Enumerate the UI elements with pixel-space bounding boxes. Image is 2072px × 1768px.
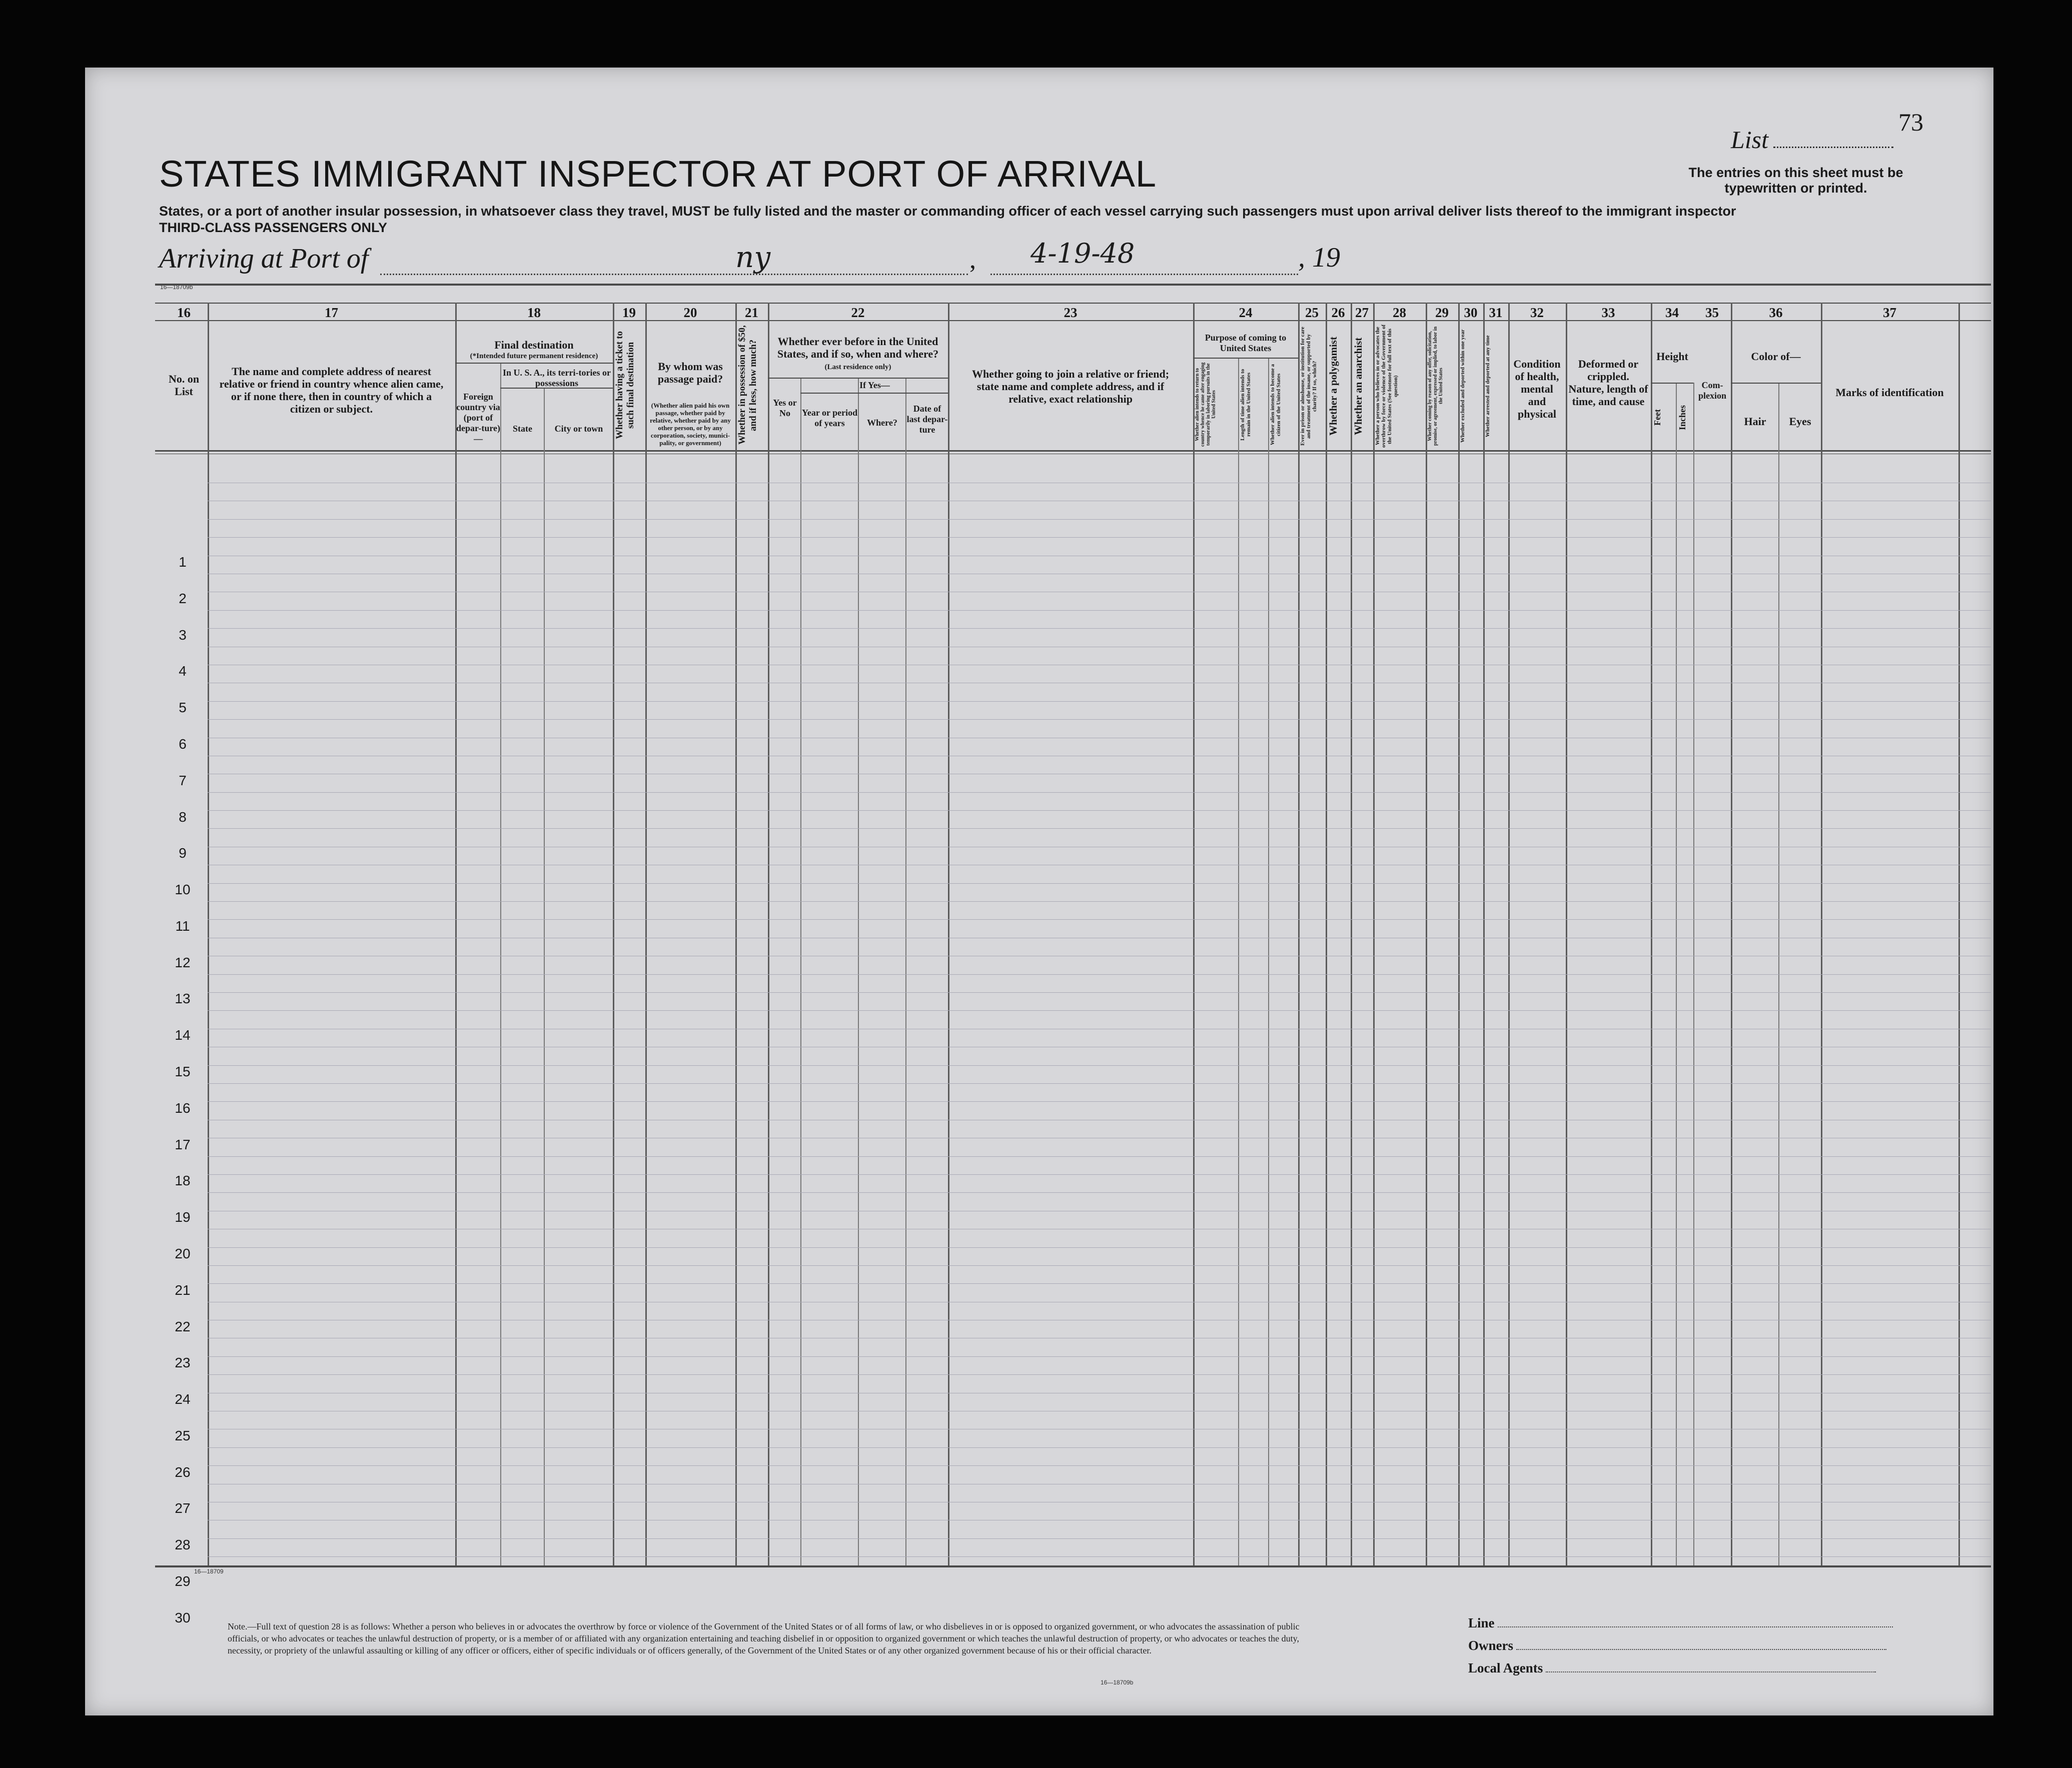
- row-number: 10: [175, 882, 191, 898]
- row-number: 25: [175, 1427, 191, 1443]
- row-rule: [208, 1156, 1991, 1157]
- col-num-21: 21: [745, 305, 758, 320]
- header-foreign-country: Foreign country via (port of depar-ture)—: [456, 392, 500, 444]
- header-offer-labor: Whether coming by reason of any offer, solicitation, promise, or agreement, expressed or implied, to labor in the United States: [1427, 326, 1444, 446]
- row-rule: [208, 519, 1991, 520]
- row-number: 14: [175, 1027, 191, 1043]
- col-num-24: 24: [1239, 305, 1253, 320]
- header-excluded: Whether excluded and deported within one year: [1460, 329, 1466, 443]
- footer-form-code: 16—18709b: [1101, 1679, 1134, 1686]
- row-rule: [208, 883, 1991, 884]
- header-join-relative: Whether going to join a relative or friend; state name and complete address, and if relative, exact relationship: [971, 368, 1170, 405]
- manifest-sheet: 73 List The entries on this sheet must be typewritten or printed. STATES IMMIGRANT INSPECTOR AT PORT OF ARRIVAL States, or a port of another insular possession, in whatsoever class they travel, MUST be fully listed and the master or commanding officer of each vessel carrying such passengers must upon arrival deliver lists thereof to the immigrant inspector THIRD-CLASS PASSENGERS ONLY Arriving at Port of ny , 4-19-48 , 19 16—18709b 16 17 18 19 20 21 22 23 24 25 26 27 28 29 30 31 32 33 34 35 36 37 No. on List The name and complete address of nearest relative or friend in country whence alien came, or if none there, then in country of which a citizen or subject. Final destination (*Intended future permanent residence) Foreign country via (port of depar-ture)— In U. S. A., its terri-tories or possessions State City or town Whether having a ticket to such final destination By whom was passage paid? (Whether alien paid his own passage, whether paid by relative, whether paid by any other person, or by any corporation, society, munici-pality, or government) Whether in possession of $50, and if less, how much? Whether ever before in the United States, and if so, when and where? (Last residence only) Yes or No If Yes— Year or period of years Where? Date of last depar-ture Whether going to join a relative or friend; state name and complete address, and if relative, exact relationship Purpose of coming to United States Whether alien intends to return to country whence he came after engaging temporarily in laboring pursuits in the United States Length of time alien intends to remain in the United States Whether alien intends to become a citizen of the United States Ever in prison or almshouse, or institution for care and treatment of the insane, or supported by charity? If so, which? Whether a polygamist Whether an anarchist Whether a person who believes in or advocates the overthrow by force or violence of the Government of the United States (See footnote for full text of this question) Whether coming by reason of any offer, solicitation, promise, or agreement, expressed or implied, to labor in the United States Whether excluded and deported within one year Whether arrested and deported at any time Condition of health, mental and physical Deformed or crippled. Nature, length of time, and cause Height Feet Inches Com-plexion Color of— Hair Eyes Marks of identification 1 2 3 4 5 6 7 8 9 10 11 12 13 14 15 16 17 18 19 20 21 22 23 24 25 26 27 28 29 30 16—18709 Note.—Full text of question 28 is as follows: Whether a person who believes in or advocates the overthrow by force or violence of the Government of the United States or of all forms of law, or who disbelieves in or is opposed to organized government, or who advocates the assassination of public officials, or who advocates or teaches the unlawful destruction of property, or is a member of or affiliated with any organization entertaining and teaching disbelief in or opposition to organized government or which teaches the unlawful destruction of property, or who advocates or teaches the duty, necessity, or propriety of the unlawful assaulting or killing of any officer or officers, either of specific individuals or of officers generally, of the Government of the United States or of any other organized government because of his or their official character. 16—18709b Line Owners Local Agents: [85, 68, 1993, 1715]
- col-num-16: 16: [177, 305, 191, 320]
- port-handwritten: ny: [735, 240, 771, 274]
- row-number: 9: [179, 845, 187, 861]
- header-health: Condition of health, mental and physical: [1513, 358, 1561, 420]
- row-number: 5: [179, 700, 187, 716]
- row-number: 22: [175, 1318, 191, 1334]
- header-height: Height: [1656, 350, 1688, 363]
- header-purpose-return: Whether alien intends to return to country whence he came after engaging temporarily in laboring pursuits in the United States: [1195, 362, 1217, 447]
- header-fifty-dollars: Whether in possession of $50, and if less, how much?: [737, 325, 758, 445]
- row-rule: [208, 1265, 1991, 1266]
- row-number: 6: [179, 736, 187, 752]
- row-rule: [208, 919, 1991, 920]
- header-ever-before: Whether ever before in the United States, and if so, when and where?: [777, 335, 939, 360]
- row-number: 15: [175, 1064, 191, 1080]
- col-num-37: 37: [1883, 305, 1896, 320]
- col-num-31: 31: [1489, 305, 1503, 320]
- line-field: Line: [1468, 1615, 1893, 1631]
- header-state: State: [513, 424, 532, 434]
- row-rule: [208, 1447, 1991, 1448]
- col-num-36: 36: [1769, 305, 1783, 320]
- col-num-20: 20: [683, 305, 697, 320]
- row-number: 28: [175, 1537, 191, 1553]
- row-number: 26: [175, 1464, 191, 1480]
- col-num-22: 22: [851, 305, 865, 320]
- row-rule: [208, 1465, 1991, 1466]
- header-nearest-relative: The name and complete address of nearest relative or friend in country whence alien came, or if none there, then in country of which a citizen or subject.: [219, 365, 444, 415]
- list-number: 73: [1898, 108, 1923, 136]
- class-line: THIRD-CLASS PASSENGERS ONLY: [159, 220, 388, 235]
- row-rule: [208, 1556, 1991, 1557]
- row-number: 17: [175, 1136, 191, 1152]
- row-number: 21: [175, 1282, 191, 1298]
- row-number: 16: [175, 1100, 191, 1116]
- header-no-on-list: No. on List: [168, 373, 200, 398]
- header-final-destination: Final destination: [494, 339, 574, 351]
- row-number: 11: [175, 918, 190, 934]
- subtitle: States, or a port of another insular possession, in whatsoever class they travel, MUST be fully listed and the master or commanding officer of each vessel carrying such passengers must upon arrival deliver lists thereof to the immigrant inspector: [159, 204, 1736, 219]
- header-complexion: Com-plexion: [1698, 380, 1726, 401]
- row-rule: [208, 1101, 1991, 1102]
- row-number: 3: [179, 627, 187, 643]
- col-num-27: 27: [1355, 305, 1369, 320]
- header-hair: Hair: [1744, 415, 1766, 428]
- header-yes-or-no: Yes or No: [773, 398, 797, 418]
- row-rule: [208, 1010, 1991, 1011]
- row-rule: [208, 610, 1991, 611]
- row-number: 19: [175, 1209, 191, 1225]
- header-final-destination-note: (*Intended future permanent residence): [470, 352, 598, 360]
- row-number: 7: [179, 772, 187, 788]
- row-number: 12: [175, 954, 191, 970]
- header-date-last-departure: Date of last depar-ture: [906, 404, 948, 435]
- date-handwritten: 4-19-48: [1030, 238, 1135, 269]
- row-rule: [208, 810, 1991, 811]
- header-city: City or town: [554, 424, 603, 434]
- row-number: 8: [179, 809, 187, 825]
- header-last-residence: (Last residence only): [824, 363, 891, 371]
- row-rule: [208, 1374, 1991, 1375]
- owners-field: Owners: [1468, 1638, 1886, 1653]
- row-number: 24: [175, 1391, 191, 1407]
- col-num-35: 35: [1705, 305, 1719, 320]
- header-deformed: Deformed or crippled. Nature, length of time, and cause: [1568, 358, 1648, 408]
- local-agents-field: Local Agents: [1468, 1660, 1876, 1676]
- header-purpose-length: Length of time alien intends to remain in the United States: [1240, 369, 1252, 441]
- header-purpose-citizen: Whether alien intends to become a citizen of the United States: [1270, 364, 1282, 446]
- col-num-28: 28: [1393, 305, 1406, 320]
- col-num-25: 25: [1305, 305, 1319, 320]
- header-polygamist: Whether a polygamist: [1327, 337, 1339, 436]
- col-num-19: 19: [622, 305, 636, 320]
- header-period-of-years: Year or period of years: [801, 408, 858, 428]
- row-number: 23: [175, 1355, 191, 1371]
- row-rule: [208, 1083, 1991, 1084]
- header-inches: Inches: [1677, 405, 1687, 431]
- header-anarchist: Whether an anarchist: [1352, 337, 1364, 435]
- col-num-17: 17: [325, 305, 338, 320]
- col-num-23: 23: [1064, 305, 1078, 320]
- col-num-26: 26: [1331, 305, 1345, 320]
- row-rule: [208, 1192, 1991, 1193]
- header-if-yes: If Yes—: [859, 380, 890, 390]
- header-where: Where?: [867, 418, 897, 428]
- row-rule: [208, 1065, 1991, 1066]
- col-num-33: 33: [1601, 305, 1615, 320]
- row-rule: [208, 537, 1991, 538]
- header-feet: Feet: [1652, 409, 1662, 426]
- row-rule: [208, 828, 1991, 829]
- row-number: 13: [175, 991, 191, 1007]
- header-passage-paid: By whom was passage paid?: [657, 360, 723, 385]
- row-rule: [208, 901, 1991, 902]
- list-label: List: [1731, 125, 1893, 154]
- row-number: 27: [175, 1500, 191, 1516]
- row-rule: [208, 1356, 1991, 1357]
- row-number: 20: [175, 1245, 191, 1261]
- col-num-29: 29: [1435, 305, 1449, 320]
- header-arrested: Whether arrested and deported at any time: [1485, 335, 1491, 437]
- header-in-usa: In U. S. A., its terri-tories or possessions: [503, 368, 611, 388]
- row-rule: [208, 1283, 1991, 1284]
- header-purpose: Purpose of coming to United States: [1205, 333, 1287, 353]
- row-rule: [208, 1174, 1991, 1175]
- col-num-32: 32: [1530, 305, 1544, 320]
- col-num-18: 18: [527, 305, 541, 320]
- row-number: 1: [179, 554, 187, 570]
- row-rule: [208, 701, 1991, 702]
- col-num-34: 34: [1665, 305, 1679, 320]
- header-passage-paid-note: (Whether alien paid his own passage, whether paid by relative, whether paid by any other person, or by any corporation, society, munici-pality, or government): [650, 402, 731, 447]
- row-rule: [208, 719, 1991, 720]
- year-prefix: , 19: [1298, 242, 1340, 273]
- row-rule: [208, 1538, 1991, 1539]
- typewritten-note: The entries on this sheet must be typewritten or printed.: [1688, 165, 1903, 196]
- col-num-30: 30: [1464, 305, 1478, 320]
- row-number: 4: [179, 663, 187, 679]
- arriving-label: Arriving at Port of: [159, 243, 369, 274]
- row-rule: [208, 992, 1991, 993]
- header-marks: Marks of identification: [1835, 386, 1944, 399]
- form-code-bottom: 16—18709: [194, 1568, 224, 1575]
- row-number: 30: [175, 1609, 191, 1625]
- header-prison: Ever in prison or almshouse, or institution for care and treatment of the insane, or supported by charity? If so, which?: [1300, 327, 1318, 446]
- row-rule: [208, 792, 1991, 793]
- footnote-question-28: Note.—Full text of question 28 is as follows: Whether a person who believes in or advocates the overthrow by force or violence of the Government of the United States or of all forms of law, or who disbelieves in or is opposed to organized government, or who advocates the assassination of public officials, or who advocates or teaches the unlawful destruction of property, or is a member of or affiliated with any organization entertaining and teaching disbelief in or opposition to organized government or which teaches the unlawful destruction of property, or who advocates or teaches the duty, necessity, or propriety of the unlawful assaulting or killing of any officer or officers, either of specific individuals or of officers generally, of the Government of the United States or of any other organized government because of his or their official character.: [228, 1621, 1300, 1655]
- header-overthrow: Whether a person who believes in or advocates the overthrow by force or violence of the Government of the United States (See footnote for full text of this question): [1375, 324, 1399, 448]
- header-color-of: Color of—: [1751, 350, 1801, 363]
- page-title: STATES IMMIGRANT INSPECTOR AT PORT OF ARRIVAL: [159, 153, 1157, 195]
- row-number: 2: [179, 590, 187, 606]
- row-rule: [208, 628, 1991, 629]
- header-eyes: Eyes: [1789, 415, 1811, 428]
- row-rule: [208, 1247, 1991, 1248]
- row-number: 18: [175, 1173, 191, 1189]
- header-ticket: Whether having a ticket to such final destination: [614, 331, 636, 440]
- row-rule: [208, 974, 1991, 975]
- form-code-top: 16—18709b: [160, 284, 193, 291]
- row-number: 29: [175, 1573, 191, 1589]
